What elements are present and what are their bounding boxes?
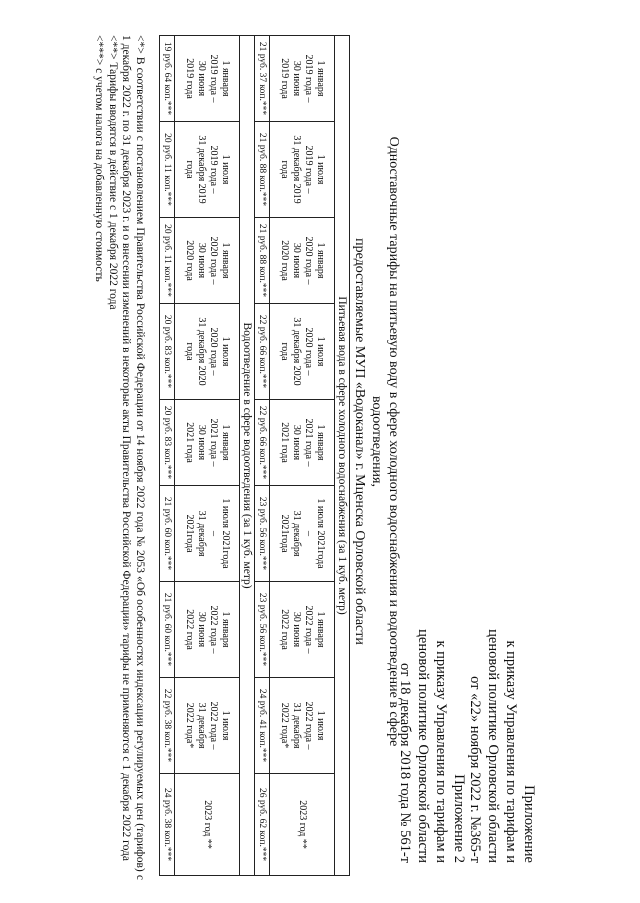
period-text: 2019 года – [303,54,314,103]
appendix-1-header [466,629,538,863]
period-cell [270,486,335,582]
period-text: 2019 года – [208,145,219,194]
period-text: года [184,160,195,179]
footnote-indexation: <*> В соответствии с постановлением Правительства Российской Федерации от 14 ноября 2022 года № 2053 «Об особенностях индексации регулируемых цен (тарифов) с 1 декабря 2022 г. по 31 декабря 2023 г. и о внесении изменений в некоторые акты Правительства Российской Федерации» тарифы не применяются с 1 декабря 2022 года [120,35,146,880]
period-text: 2019 года – [303,145,314,194]
period-text: года [279,160,290,179]
period-text: – [208,531,219,536]
appendix-1-line: к приказу Управления по тарифам и [503,640,519,863]
tariff-value-cell: 21 руб. 88 коп.*** [255,122,270,218]
footnote-vat: <***> с учетом налога на добавленную стоимость [93,35,106,282]
period-text: 2022 года – [303,701,314,750]
tariff-value-cell: 21 руб. 88 коп.*** [255,218,270,304]
period-cell [175,122,240,218]
period-text: 1 января [220,60,231,97]
period-text: 2020 года [184,240,195,281]
water-supply-periods-row [270,36,335,876]
period-text: 2021 года [184,422,195,463]
period-text: 1 июля [220,154,231,185]
period-cell [270,678,335,774]
period-cell [270,304,335,400]
period-text: 2019 года [184,58,195,99]
period-text: 1 июля 2021года [220,498,231,569]
period-text: 2020 года – [208,327,219,376]
tariff-value-cell: 21 руб. 60 коп.*** [160,582,175,678]
tariff-value-cell: 21 руб. 60 коп.*** [160,486,175,582]
period-text: 2019 года – [208,54,219,103]
tariff-value-cell: 23 руб. 56 коп.*** [255,582,270,678]
period-text: 1 января [220,424,231,461]
period-text: 2021года [279,514,290,553]
tariff-value-cell: 22 руб. 66 коп.*** [255,304,270,400]
period-text: 2022 года – [208,701,219,750]
period-text: года [184,342,195,361]
tariff-value-cell: 26 руб. 62 коп.*** [255,774,270,876]
tariff-value-cell: 20 руб. 83 коп.*** [160,400,175,486]
period-cell [270,36,335,122]
water-supply-values-row [255,36,270,876]
tariff-value-cell: 24 руб. 41 коп.*** [255,678,270,774]
period-cell [175,678,240,774]
period-text: – [303,531,314,536]
drainage-section-row [240,36,255,876]
period-text: 2020 года – [303,236,314,285]
period-text: 30 июня [196,60,207,97]
period-text: 30 июня [291,611,302,648]
tariff-table [159,35,350,876]
period-cell [175,36,240,122]
period-text: 2021 года – [303,418,314,467]
period-text: 30 июня [291,242,302,279]
tariff-value-cell: 20 руб. 11 коп.*** [160,122,175,218]
period-text: 2023 год ** [297,800,308,849]
period-text: 30 июня [291,424,302,461]
period-text: 30 июня [196,242,207,279]
appendix-2-line: ценовой политике Орловской области [415,629,431,863]
period-text: 1 января [315,611,326,648]
period-text: 1 января [220,611,231,648]
period-text: 30 июня [196,424,207,461]
period-text: 2020 года – [303,327,314,376]
period-text: 2020 года [279,240,290,281]
appendix-2-line: к приказу Управления по тарифам и [433,640,449,863]
footnotes [92,35,146,880]
document-title-line: Одноставочные тарифы на питьевую воду в сфере холодного водоснабжения и водоотведение в сфере водоотведения, [369,136,401,747]
period-text: 31 декабря [291,510,302,557]
period-text: 2022 года [279,609,290,650]
document-title-line: предоставляемые МУП «Водоканал» г. Мценска Орловской области [352,238,367,645]
period-text: 31 декабря [291,702,302,749]
period-text: 2022 года – [208,605,219,654]
period-text: 1 января [220,242,231,279]
period-text: 1 июля [220,336,231,367]
period-cell [175,486,240,582]
period-text: 2019 года [279,58,290,99]
period-text: 2022 года* [279,702,290,749]
appendix-2-order-number: от 18 декабря 2018 года № 561-т [397,663,413,863]
period-text: 2020 года – [208,236,219,285]
period-cell [270,400,335,486]
appendix-1-title: Приложение [521,785,537,863]
period-text: 31 декабря 2019 [196,135,207,204]
period-text: 2021 года [279,422,290,463]
appendix-2-title: Приложение 2 [451,774,467,863]
period-cell [270,582,335,678]
appendix-2-header [396,629,468,863]
tariff-value-cell: 19 руб. 64 коп.*** [160,36,175,122]
document-title [351,110,402,773]
period-text: 1 января [315,60,326,97]
period-text: 31 декабря 2020 [291,317,302,386]
period-cell [175,774,240,876]
period-text: 31 декабря [196,702,207,749]
period-text: 2021 года – [208,418,219,467]
appendix-1-order-number: от «22» ноября 2022 г. №365-т [467,676,483,863]
period-text: 1 июля [315,710,326,741]
tariff-value-cell: 24 руб. 38 коп.*** [160,774,175,876]
period-cell [175,582,240,678]
footnote-effective-date: <**> Тарифы вводятся в действие с 1 декабря 2022 года [106,35,119,310]
drainage-periods-row [175,36,240,876]
period-text: 1 июля [315,336,326,367]
period-text: 31 декабря 2020 [196,317,207,386]
period-cell [175,400,240,486]
period-text: 2022 года [184,609,195,650]
tariff-value-cell: 23 руб. 56 коп.*** [255,486,270,582]
water-supply-section-row [335,36,350,876]
period-cell [175,304,240,400]
period-cell [270,774,335,876]
period-text: 2021года [184,514,195,553]
appendix-1-line: ценовой политике Орловской области [485,629,501,863]
period-cell [270,122,335,218]
period-text: 1 января [315,424,326,461]
tariff-value-cell: 22 руб. 66 коп.*** [255,400,270,486]
period-text: 1 июля [315,154,326,185]
period-text: года [279,342,290,361]
tariff-value-cell: 20 руб. 83 коп.*** [160,304,175,400]
period-text: 31 декабря 2019 [291,135,302,204]
water-supply-header: Питьевая вода в сфере холодного водоснабжения (за 1 куб. метр) [335,36,350,876]
period-cell [175,218,240,304]
period-text: 2023 год ** [202,800,213,849]
period-text: 1 июля [220,710,231,741]
drainage-header: Водоотведение в сфере водоотведения (за 1 куб. метр) [240,36,255,876]
period-text: 1 июля 2021года [315,498,326,569]
period-text: 1 января [315,242,326,279]
period-text: 30 июня [196,611,207,648]
period-text: 2022 года – [303,605,314,654]
period-text: 30 июня [291,60,302,97]
drainage-values-row [160,36,175,876]
period-text: 2022 года* [184,702,195,749]
tariff-value-cell: 21 руб. 37 коп.*** [255,36,270,122]
period-cell [270,218,335,304]
period-text: 31 декабря [196,510,207,557]
tariff-value-cell: 20 руб. 11 коп.*** [160,218,175,304]
tariff-value-cell: 22 руб. 38 коп.*** [160,678,175,774]
